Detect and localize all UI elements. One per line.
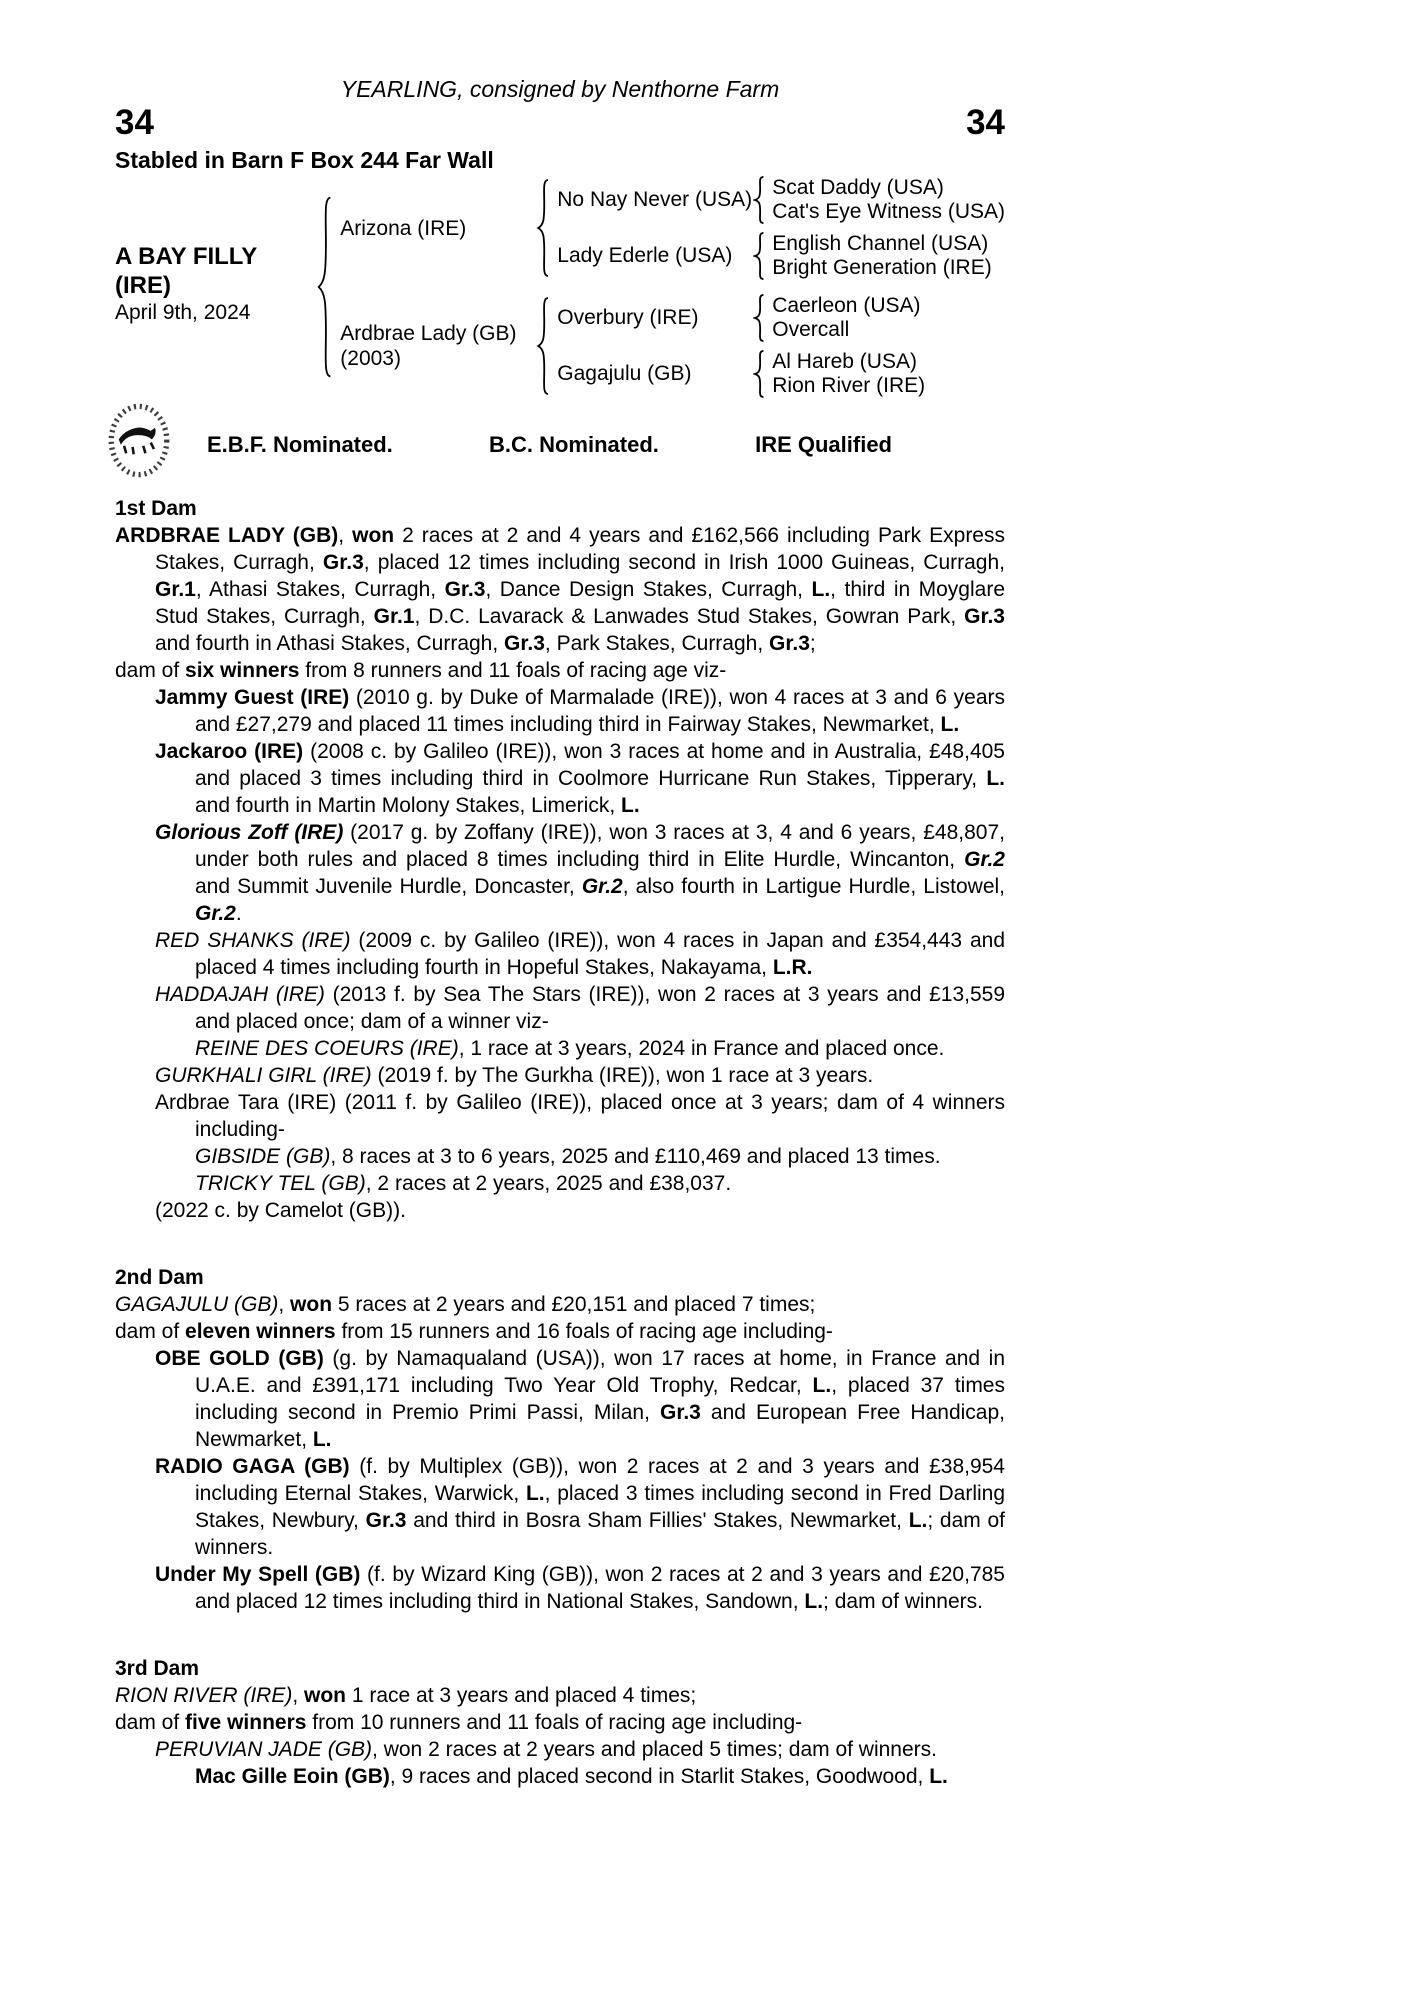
pedigree-paragraph: Jammy Guest (IRE) (2010 g. by Duke of Marmalade (IRE)), won 4 races at 3 and 6 years and £27,279 and placed 11 times including third in Fairway Stakes, Newmarket, L. (155, 686, 1006, 736)
dam-name-cell (334, 321, 536, 371)
dam-grandparents (551, 294, 925, 398)
dam-dam-dam: Rion River (IRE) (772, 374, 926, 397)
dam-section-body (115, 1682, 1005, 1790)
subject-foaling-date: April 9th, 2024 (115, 301, 251, 324)
dam-name: Ardbrae Lady (GB) (340, 322, 517, 345)
pedigree-paragraph: dam of eleven winners from 15 runners and 16 foals of racing age including- (115, 1320, 833, 1343)
pedigree-paragraph: GIBSIDE (GB), 8 races at 3 to 6 years, 2025 and £110,469 and placed 13 times. (195, 1145, 941, 1168)
sire-dam-name: Lady Ederle (USA) (557, 244, 733, 267)
brace-gen1-icon (316, 194, 334, 380)
sire-block (334, 176, 1005, 280)
pedigree-paragraph: RADIO GAGA (GB) (f. by Multiplex (GB)), won 2 races at 2 and 3 years and £38,954 including Eternal Stakes, Warwick, L., placed 3 times including second in Fred Darling Stakes, Newbury, Gr.3 and third in Bosra Sham Fillies' Stakes, Newmarket, L.; dam of winners. (155, 1455, 1006, 1559)
dam-section (115, 1655, 1005, 1790)
sire-name: Arizona (IRE) (340, 216, 467, 240)
sire-sire-sire: Scat Daddy (USA) (772, 176, 944, 199)
lot-number-left: 34 (115, 103, 154, 142)
great-grandparents (766, 176, 1005, 224)
dam-section-heading: 1st Dam (115, 497, 197, 520)
granddam-block (551, 232, 1005, 280)
pedigree-paragraph: Ardbrae Tara (IRE) (2011 f. by Galileo (IRE)), placed once at 3 years; dam of 4 winners including- (155, 1091, 1005, 1141)
lot-row (115, 104, 1005, 142)
dam-block (334, 294, 1005, 398)
dam-section-body (115, 522, 1005, 1224)
lot-number-right: 34 (966, 103, 1005, 142)
ebf-nominated-label: E.B.F. Nominated. (207, 432, 393, 457)
ire-stamp-icon (107, 402, 171, 479)
brace-sire-icon (536, 178, 551, 278)
great-grandparents (766, 350, 925, 398)
subject-name-line2: (IRE) (115, 272, 171, 299)
dam-year: (2003) (340, 347, 401, 370)
pedigree-tree (115, 176, 1005, 398)
sire-dam-sire: English Channel (USA) (772, 232, 989, 255)
stabled-location: Stabled in Barn F Box 244 Far Wall (115, 147, 494, 173)
dam-dam-sire: Al Hareb (USA) (772, 350, 917, 373)
pedigree-paragraph: REINE DES COEURS (IRE), 1 race at 3 years, 2024 in France and placed once. (195, 1037, 945, 1060)
dam-sections (115, 495, 1005, 1790)
dam-section (115, 1264, 1005, 1615)
pedigree-paragraph: TRICKY TEL (GB), 2 races at 2 years, 2025 and £38,037. (195, 1172, 732, 1195)
brace-icon (753, 294, 766, 342)
subject-name-line1: A BAY FILLY (115, 243, 258, 270)
brace-icon (753, 176, 766, 224)
pedigree-paragraph: HADDAJAH (IRE) (2013 f. by Sea The Stars (IRE)), won 2 races at 3 years and £13,559 and placed once; dam of a winner viz- (155, 983, 1005, 1033)
pedigree-paragraph: Under My Spell (GB) (f. by Wizard King (GB)), won 2 races at 2 and 3 years and £20,785 and placed 12 times including third in National Stakes, Sandown, L.; dam of winners. (155, 1563, 1005, 1613)
grandsire-block (551, 176, 1005, 224)
pedigree-paragraph: ARDBRAE LADY (GB), won 2 races at 2 and 4 years and £162,566 including Park Express Stakes, Curragh, Gr.3, placed 12 times including second in Irish 1000 Guineas, Curragh, Gr.1, Athasi Stakes, Curragh, Gr.3, Dance Design Stakes, Curragh, L., third in Moyglare Stud Stakes, Curragh, Gr.1, D.C. Lavarack & Lanwades Stud Stakes, Gowran Park, Gr.3 and fourth in Athasi Stakes, Curragh, Gr.3, Park Stakes, Curragh, Gr.3; (115, 524, 1006, 655)
sire-sire-dam: Cat's Eye Witness (USA) (772, 200, 1005, 223)
pedigree-paragraph: PERUVIAN JADE (GB), won 2 races at 2 years and placed 5 times; dam of winners. (155, 1738, 937, 1761)
bc-nominated-label: B.C. Nominated. (488, 432, 659, 457)
pedigree-paragraph: Glorious Zoff (IRE) (2017 g. by Zoffany (IRE)), won 3 races at 3, 4 and 6 years, £48,807, under both rules and placed 8 times including third in Elite Hurdle, Wincanton, Gr.2 and Summit Juvenile Hurdle, Doncaster, Gr.2, also fourth in Lartigue Hurdle, Listowel, Gr.2. (155, 821, 1006, 925)
brace-dam-icon (536, 296, 551, 396)
dam-section-body (115, 1291, 1005, 1615)
pedigree-paragraph: GURKHALI GIRL (IRE) (2019 f. by The Gurkha (IRE)), won 1 race at 3 years. (155, 1064, 874, 1087)
pedigree-paragraph: OBE GOLD (GB) (g. by Namaqualand (USA)), won 17 races at home, in France and in U.A.E. and £391,171 including Two Year Old Trophy, Redcar, L., placed 37 times including second in Premio Primi Passi, Milan, Gr.3 and European Free Handicap, Newmarket, L. (155, 1347, 1006, 1451)
page-title: YEARLING, consigned by Nenthorne Farm (340, 76, 780, 102)
pedigree-paragraph: Jackaroo (IRE) (2008 c. by Galileo (IRE)), won 3 races at home and in Australia, £48,405 and placed 3 times including third in Coolmore Hurricane Run Stakes, Tipperary, L. and fourth in Martin Molony Stakes, Limerick, L. (155, 740, 1005, 817)
nominations (207, 432, 892, 458)
sire-grandparents (551, 176, 1005, 280)
pedigree-paragraph: RION RIVER (IRE), won 1 race at 3 years and placed 4 times; (115, 1684, 697, 1707)
parents-column (334, 176, 1005, 398)
dam-sire-dam: Overcall (772, 318, 850, 341)
dam-section-heading: 3rd Dam (115, 1657, 200, 1680)
pedigree-paragraph: dam of five winners from 10 runners and 11 foals of racing age including- (115, 1711, 803, 1734)
pedigree-paragraph: dam of six winners from 8 runners and 11 foals of racing age viz- (115, 659, 727, 682)
dam-dam-name: Gagajulu (GB) (557, 362, 692, 385)
ire-qualified-label: IRE Qualified (755, 432, 892, 457)
pedigree-paragraph: (2022 c. by Camelot (GB)). (155, 1199, 406, 1222)
dam-sire-sire: Caerleon (USA) (772, 294, 921, 317)
granddam-block (551, 350, 925, 398)
dam-section (115, 495, 1005, 1224)
great-grandparents (766, 232, 991, 280)
grandsire-block (551, 294, 925, 342)
sire-dam-dam: Bright Generation (IRE) (772, 256, 992, 279)
stamp-and-nominations-row (115, 402, 1005, 479)
pedigree-paragraph: Mac Gille Eoin (GB), 9 races and placed second in Starlit Stakes, Goodwood, L. (195, 1765, 948, 1788)
brace-icon (753, 350, 766, 398)
sire-sire-name: No Nay Never (USA) (557, 188, 753, 211)
dam-section-heading: 2nd Dam (115, 1266, 204, 1289)
brace-icon (753, 232, 766, 280)
pedigree-paragraph: RED SHANKS (IRE) (2009 c. by Galileo (IRE)), won 4 races in Japan and £354,443 and placed 4 times including fourth in Hopeful Stakes, Nakayama, L.R. (155, 929, 1006, 979)
dam-sire-name: Overbury (IRE) (557, 306, 699, 329)
subject-block (115, 242, 316, 326)
great-grandparents (766, 294, 920, 342)
pedigree-paragraph: GAGAJULU (GB), won 5 races at 2 years and £20,151 and placed 7 times; (115, 1293, 816, 1316)
